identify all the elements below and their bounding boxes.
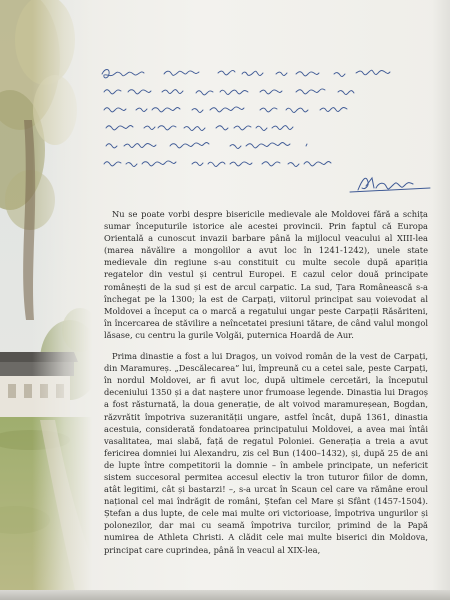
handwriting-strokes — [100, 62, 440, 200]
handwritten-note — [100, 62, 440, 200]
paragraph-1: Nu se poate vorbi despre bisericile medievale ale Moldovei fără a schița sumar începuturile istorice ale acestei provincii. Prin faptul că Europa Orientală a cunoscut invazii barbare până la mijlocul veacului al XIII-lea (marea năvălire a mongolilor a avut loc în 1241-1242), unele state medievale din regiune s-au constituit cu multe secole după apariția regatelor din vestul și centrul Europei. E cazul celor două principate românești de la sud și est de arcul carpatic. La sud, Țara Românească s-a închegat pe la 1300; la est de Carpați, viitorul principat sau voievodat al Moldovei a început ca o marcă a regatului ungar peste Carpații Răsăriteni, în încercarea de stăvilire a neîncetatei presiuni tătare, de când valul mongol lăsase, cu centru la gurile Volgăi, puternica Hoardă de Aur. — [104, 209, 428, 340]
photo-fade-overlay — [0, 0, 92, 590]
body-text — [104, 208, 428, 565]
page-bottom-edge — [0, 590, 450, 600]
church-photo — [0, 0, 92, 590]
page-edge-shadow — [432, 0, 450, 600]
signature — [350, 178, 430, 192]
paragraph-2: Prima dinastie a fost a lui Dragoș, un voivod român de la vest de Carpați, din Maramureș. „Descălecarea” lui, împreună cu a cetei sale, peste Carpați, în nordul Moldovei, ar fi avut loc, după ultimele cercetări, la începutul deceniului 1350 și a dat naștere unor frumoase legende. Dinastia lui Dragoș a fost răsturnată, la doua generație, de alt voivod maramureșean, Bogdan, răzvrătit împotriva suzeranității ungare, astfel încât, după 1361, dinastia acestuia, considerată fondatoarea principatului Moldovei, a avea mai întâi vasalitatea, mai slabă, față de regatul Poloniei. Generația a treia a avut fericirea domniei lui Alexandru, zis cel Bun (1400–1432), și, după 25 de ani de lupte între competitorii la domnie – în ambele principate, un nefericit sistem succesoral permitea accesul electiv la tron tuturor fiilor de domn, atât legitimi, cât și bastarzi! –, s-a urcat în Scaun cel care va rămâne eroul național cel mai îndrăgit de români, Ștefan cel Mare și Sfânt (1457-1504). Ștefan a dus lupte, de cele mai multe ori victorioase, împotriva ungurilor și polonezilor, dar mai cu seamă împotriva turcilor, primind de la Papă numirea de Athleta Christi. A clădit cele mai multe biserici din Moldova, principat care cuprindea, până în veacul al XIX-lea, — [104, 351, 428, 555]
